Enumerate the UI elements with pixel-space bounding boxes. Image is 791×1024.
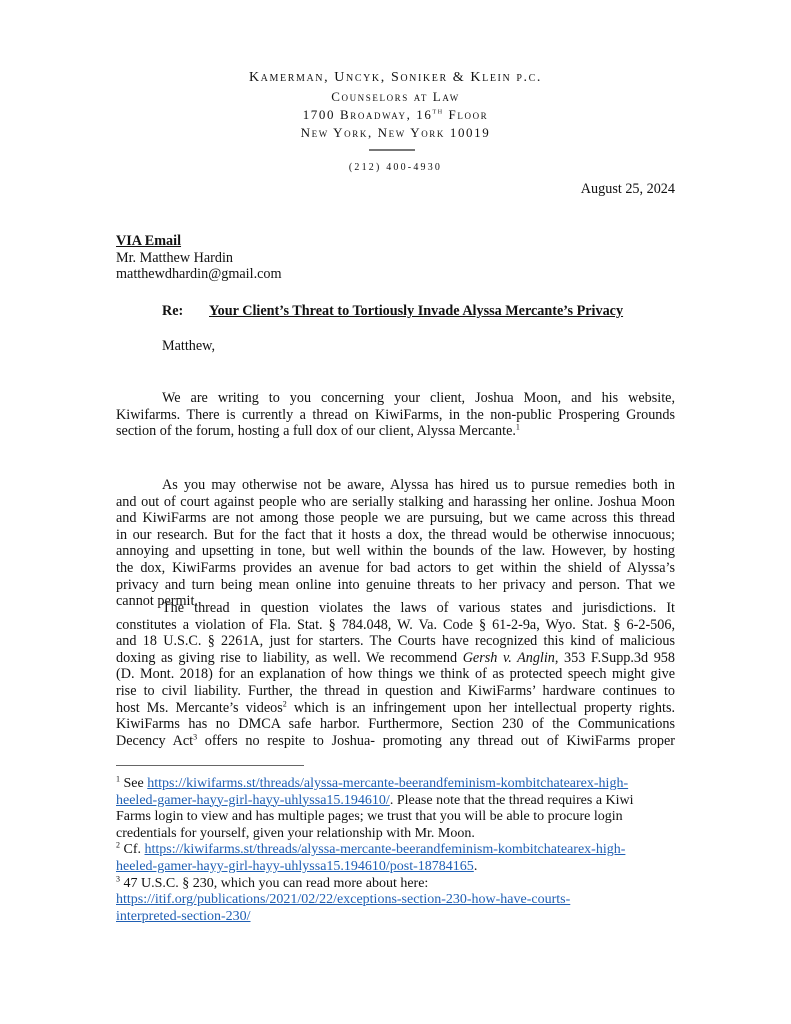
text-line [116, 793, 686, 810]
footnote-number: 1 [116, 774, 120, 784]
footnote-2 [116, 842, 686, 859]
address-line-1 [0, 107, 791, 123]
text: host Ms. Mercante’s videos [116, 699, 283, 716]
text-line: constitutes a violation of Fla. Stat. § 784.048, W. Va. Code § 61-2-9a, Wyo. Stat. § 6-2-506, [116, 616, 675, 633]
text: Cf. [123, 842, 145, 858]
text-line [116, 423, 675, 440]
text-line: and KiwiFarms are not among those people we are pursuing, but we came across this thread [116, 510, 675, 527]
address-line-2: New York, New York 10019 [300, 125, 491, 140]
footnote-divider [116, 765, 304, 766]
footnote-1 [116, 776, 686, 793]
text-line: Kiwifarms. There is currently a thread on KiwiFarms, in the non-public Prospering Grounds [116, 406, 675, 423]
text-line: annoying and upsetting in tone, but well within the bounds of the law. However, by hosting [116, 543, 675, 560]
recipient-block [116, 233, 282, 283]
text-line: We are writing to you concerning your client, Joshua Moon, and his website, [162, 390, 675, 406]
text-line: heeled-gamer-hayy-girl-hayy-uhlyssa15.194610/post-18784165. [116, 858, 478, 874]
text: section of the forum, hosting a full dox of our client, Alyssa Mercante. [116, 423, 516, 440]
text-line: privacy and turn being mean online into genuine threats to her privacy and person. That we [116, 576, 675, 593]
address-ordinal: th [432, 106, 444, 116]
footnote-3-link[interactable]: https://itif.org/publications/2021/02/22/exceptions-section-230-how-have-courts- [116, 892, 571, 908]
footnote-ref-2[interactable]: 2 [282, 698, 287, 708]
paragraph-2 [116, 477, 675, 610]
text: 47 U.S.C. § 230, which you can read more about here: [123, 875, 429, 891]
case-citation: , 353 F.Supp.3d 958 [554, 649, 675, 666]
text: doxing as giving rise to liability, as well. We recommend [116, 649, 463, 666]
recipient-name: Mr. Matthew Hardin [116, 249, 234, 266]
firm-name: Kamerman, Uncyk, Soniker & Klein p.c. [248, 70, 543, 85]
footnote-1-link-cont[interactable]: heeled-gamer-hayy-girl-hayy-uhlyssa15.194610/ [116, 792, 390, 808]
address-floor: Floor [443, 107, 489, 122]
text: which is an infringement upon her intellectual property rights. [286, 699, 676, 716]
text-line [116, 650, 675, 667]
salutation: Matthew, [162, 338, 216, 354]
text-line: the dox, KiwiFarms provides an avenue for bad actors to get within the shield of Alyssa’s [116, 559, 675, 576]
text: Decency Act [116, 732, 194, 749]
footnote-3 [116, 873, 686, 893]
footnotes [116, 776, 686, 925]
address-street: 1700 Broadway, 16 [302, 107, 433, 122]
footnote-2-link[interactable]: https://kiwifarms.st/threads/alyssa-mercante-beerandfeminism-kombitchatearex-high- [144, 842, 626, 858]
text: . Please note that the thread requires a Kiwi [389, 792, 634, 808]
text-line: cannot permit. [116, 593, 198, 610]
text: See [123, 776, 148, 791]
delivery-method: VIA Email [116, 233, 182, 249]
text-line [116, 892, 686, 909]
footnote-2-link-cont[interactable]: heeled-gamer-hayy-girl-hayy-uhlyssa15.194610/post-18784165 [116, 858, 474, 874]
text-line: KiwiFarms has no DMCA safe harbor. Furthermore, Section 230 of the Communications [116, 716, 675, 733]
footnote-3-link-cont[interactable]: interpreted-section-230/ [116, 908, 251, 924]
text: offers no respite to Joshua- promoting any thread out of KiwiFarms proper [197, 732, 675, 749]
re-label: Re: [162, 303, 184, 319]
text-line: (D. Mont. 2018) for an explanation of how things we think of as protected speech might give [116, 666, 675, 683]
footnote-number: 2 [116, 840, 120, 850]
re-subject: Your Client’s Threat to Tortiously Invade Alyssa Mercante’s Privacy [209, 303, 624, 319]
text-line [116, 733, 675, 750]
letter-date: August 25, 2024 [580, 181, 675, 197]
text-line: and out of court against people who are serially stalking and harassing her online. Joshua Moon [116, 493, 675, 510]
text-line: and 18 U.S.C. § 2261A, just for starters. The Courts have recognized this kind of malicious [116, 633, 675, 650]
text-line: The thread in question violates the laws of various states and jurisdictions. It [162, 600, 675, 616]
firm-phone: (212) 400-4930 [348, 162, 443, 173]
firm-subtitle: Counselors at Law [331, 89, 460, 104]
letterhead-divider [369, 149, 415, 151]
text-line: Farms login to view and has multiple pages; we trust that you will be able to procure login [116, 809, 623, 825]
text-line [116, 909, 686, 926]
footnote-ref-1[interactable]: 1 [515, 422, 520, 432]
text-line: credentials for yourself, given your relationship with Mr. Moon. [116, 825, 475, 841]
text-line: rise to civil liability. Further, the thread in question and KiwiFarms’ hardware continues to [116, 682, 675, 699]
recipient-email: matthewdhardin@gmail.com [116, 266, 282, 283]
paragraph-1 [116, 390, 675, 440]
footnote-ref-3[interactable]: 3 [193, 732, 198, 742]
paragraph-3 [116, 600, 675, 749]
footnote-1-link[interactable]: https://kiwifarms.st/threads/alyssa-mercante-beerandfeminism-kombitchatearex-high- [147, 776, 629, 791]
text-line [116, 700, 675, 717]
text-line: in our research. But for the fact that it hosts a dox, the thread would be otherwise innocuous; [116, 526, 675, 543]
case-name: Gersh v. Anglin [462, 649, 555, 666]
text-line: As you may otherwise not be aware, Alyssa has hired us to pursue remedies both in [162, 477, 675, 493]
footnote-number: 3 [116, 873, 120, 883]
